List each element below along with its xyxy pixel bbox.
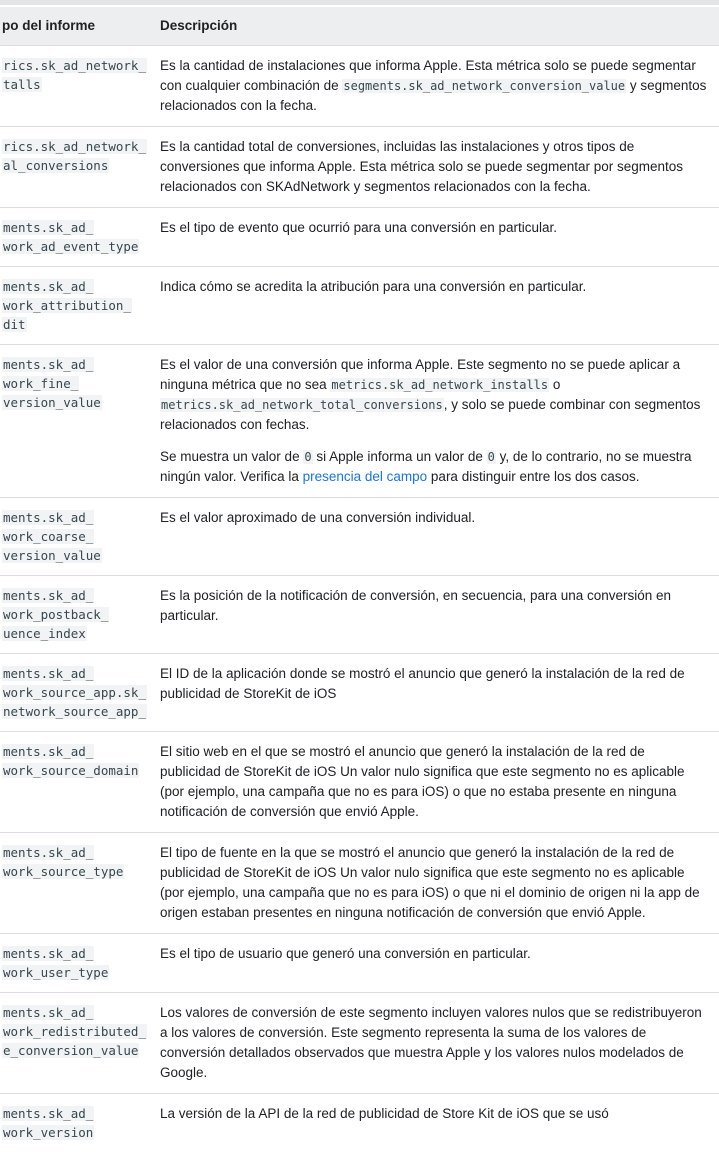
field-code-line — [2, 742, 156, 761]
field-code-line — [2, 315, 156, 334]
field-code-line — [2, 218, 156, 237]
table-header — [0, 7, 719, 46]
description-cell — [160, 267, 719, 345]
description-paragraph: El ID de la aplicación donde se mostró el anuncio que generó la instalación de la red de publicidad de StoreKit de iOS — [160, 664, 709, 704]
report-field-cell — [0, 576, 160, 654]
field-code-line — [2, 1104, 156, 1123]
field-code-line — [2, 546, 156, 565]
field-code-text: talls — [2, 77, 42, 92]
field-code-line — [2, 605, 156, 624]
description-paragraph: Los valores de conversión de este segmento incluyen valores nulos que se redistribuyeron a los valores de conversión. Este segmento representa la suma de los valores de conversión detallados observados que muestra Apple y los valores nulos modelados de Google. — [160, 1003, 709, 1083]
field-code-text: ments.sk_ad_ — [2, 845, 94, 860]
table-row — [0, 345, 719, 498]
report-field-cell — [0, 208, 160, 267]
field-code-line — [2, 843, 156, 862]
description-cell — [160, 345, 719, 498]
description-paragraph: La versión de la API de la red de publicidad de Store Kit de iOS que se usó — [160, 1104, 709, 1124]
field-code-line — [2, 586, 156, 605]
field-code-line — [2, 355, 156, 374]
column-header-description: Descripción — [160, 7, 719, 46]
report-field-cell — [0, 993, 160, 1094]
description-cell — [160, 654, 719, 732]
table-row — [0, 208, 719, 267]
field-code-text: dit — [2, 317, 27, 332]
report-field-cell — [0, 46, 160, 127]
report-field-cell — [0, 833, 160, 934]
description-cell — [160, 576, 719, 654]
description-paragraph: Es el valor de una conversión que informa Apple. Este segmento no se puede aplicar a ninguna métrica que no sea metrics.sk_ad_network_installs o metrics.sk_ad_network_total_conversions, y solo se puede combinar con segmentos relacionados con fechas. — [160, 355, 709, 435]
field-code-text: network_source_app_ — [2, 704, 147, 719]
report-field-cell — [0, 345, 160, 498]
field-code-text: version_value — [2, 548, 102, 563]
description-paragraph: Indica cómo se acredita la atribución para una conversión en particular. — [160, 277, 709, 297]
description-cell — [160, 46, 719, 127]
field-code-line — [2, 508, 156, 527]
field-code-line — [2, 1022, 156, 1041]
field-code-line — [2, 1123, 156, 1142]
field-code-text: work_coarse_ — [2, 529, 94, 544]
field-code-text: ments.sk_ad_ — [2, 666, 94, 681]
report-field-cell — [0, 267, 160, 345]
field-code-text: work_redistributed_ — [2, 1024, 147, 1039]
field-code-line — [2, 137, 156, 156]
field-code-line — [2, 156, 156, 175]
table-row — [0, 732, 719, 833]
field-code-line — [2, 624, 156, 643]
description-paragraph: Es el valor aproximado de una conversión individual. — [160, 508, 709, 528]
table-row — [0, 934, 719, 993]
field-code-text: ments.sk_ad_ — [2, 357, 94, 372]
table-row — [0, 498, 719, 576]
inline-code: 0 — [487, 450, 496, 464]
field-code-text: rics.sk_ad_network_ — [2, 139, 147, 154]
report-field-cell — [0, 127, 160, 208]
field-code-line — [2, 527, 156, 546]
field-code-line — [2, 393, 156, 412]
field-code-line — [2, 374, 156, 393]
field-code-text: ments.sk_ad_ — [2, 588, 94, 603]
description-cell — [160, 1094, 719, 1152]
field-code-text: work_postback_ — [2, 607, 109, 622]
table-row — [0, 993, 719, 1094]
field-code-text: work_fine_ — [2, 376, 79, 391]
inline-code: segments.sk_ad_network_conversion_value — [342, 79, 626, 93]
field-code-line — [2, 1003, 156, 1022]
description-cell — [160, 833, 719, 934]
field-code-text: work_attribution_ — [2, 298, 132, 313]
field-code-text: ments.sk_ad_ — [2, 946, 94, 961]
description-paragraph: Es la cantidad total de conversiones, incluidas las instalaciones y otros tipos de conversiones que informa Apple. Esta métrica solo se puede segmentar por segmentos relacionados con SKAdNetwork y segmentos relacionados con la fecha. — [160, 137, 709, 197]
description-cell — [160, 498, 719, 576]
field-code-line — [2, 237, 156, 256]
report-field-cell — [0, 732, 160, 833]
table-row — [0, 576, 719, 654]
field-code-line — [2, 761, 156, 780]
field-code-text: ments.sk_ad_ — [2, 1005, 94, 1020]
field-code-line — [2, 862, 156, 881]
inline-code: metrics.sk_ad_network_installs — [330, 378, 549, 392]
report-field-cell — [0, 498, 160, 576]
field-code-text: al_conversions — [2, 158, 109, 173]
description-paragraph: Se muestra un valor de 0 si Apple informa un valor de 0 y, de lo contrario, no se muestra ningún valor. Verifica la presencia del campo para distinguir entre los dos casos. — [160, 447, 709, 487]
field-code-text: uence_index — [2, 626, 87, 641]
column-header-report-field: po del informe — [0, 7, 160, 46]
report-field-cell — [0, 1094, 160, 1152]
field-code-line — [2, 664, 156, 683]
report-fields-table — [0, 7, 719, 1152]
report-field-cell — [0, 934, 160, 993]
field-code-line — [2, 683, 156, 702]
table-row — [0, 833, 719, 934]
field-code-line — [2, 702, 156, 721]
field-code-line — [2, 963, 156, 982]
description-paragraph: Es la posición de la notificación de conversión, en secuencia, para una conversión en particular. — [160, 586, 709, 626]
field-code-line — [2, 56, 156, 75]
field-code-text: ments.sk_ad_ — [2, 279, 94, 294]
field-code-line — [2, 75, 156, 94]
table-row — [0, 267, 719, 345]
field-code-line — [2, 296, 156, 315]
description-cell — [160, 208, 719, 267]
description-paragraph: Es el tipo de usuario que generó una conversión en particular. — [160, 944, 709, 964]
table-row — [0, 654, 719, 732]
field-code-text: work_source_type — [2, 864, 124, 879]
field-code-text: e_conversion_value — [2, 1043, 139, 1058]
field-code-text: version_value — [2, 395, 102, 410]
field-code-text: rics.sk_ad_network_ — [2, 58, 147, 73]
field-code-line — [2, 1041, 156, 1060]
description-cell — [160, 732, 719, 833]
field-code-text: ments.sk_ad_ — [2, 220, 94, 235]
table-row — [0, 127, 719, 208]
field-code-text: ments.sk_ad_ — [2, 1106, 94, 1121]
table-row — [0, 1094, 719, 1152]
description-paragraph: El sitio web en el que se mostró el anuncio que generó la instalación de la red de publicidad de StoreKit de iOS Un valor nulo significa que este segmento no es aplicable (por ejemplo, una campaña que no es para iOS) o que no estaba presente en ninguna notificación de conversión que envió Apple. — [160, 742, 709, 822]
table-header-row — [0, 7, 719, 46]
description-cell — [160, 934, 719, 993]
field-code-text: work_source_domain — [2, 763, 139, 778]
inline-code: 0 — [303, 450, 312, 464]
description-cell — [160, 127, 719, 208]
field-code-text: work_source_app.sk_ — [2, 685, 147, 700]
description-paragraph: El tipo de fuente en la que se mostró el anuncio que generó la instalación de la red de publicidad de StoreKit de iOS Un valor nulo significa que este segmento no es aplicable (por ejemplo, una campaña que no es para iOS) o que ni el dominio de origen ni la app de origen estaban presentes en ninguna notificación de conversión que envió Apple. — [160, 843, 709, 923]
field-code-text: ments.sk_ad_ — [2, 744, 94, 759]
field-code-line — [2, 944, 156, 963]
description-paragraph: Es el tipo de evento que ocurrió para una conversión en particular. — [160, 218, 709, 238]
field-presence-link[interactable]: presencia del campo — [303, 469, 428, 484]
field-code-line — [2, 277, 156, 296]
description-cell — [160, 993, 719, 1094]
report-field-cell — [0, 654, 160, 732]
table-row — [0, 46, 719, 127]
field-code-text: work_version — [2, 1125, 94, 1140]
description-paragraph: Es la cantidad de instalaciones que informa Apple. Esta métrica solo se puede segmentar con cualquier combinación de segments.sk_ad_network_conversion_value y segmentos relacionados con la fecha. — [160, 56, 709, 116]
field-code-text: work_ad_event_type — [2, 239, 139, 254]
field-code-text: ments.sk_ad_ — [2, 510, 94, 525]
inline-code: metrics.sk_ad_network_total_conversions — [160, 398, 444, 412]
table-body — [0, 46, 719, 1152]
field-code-text: work_user_type — [2, 965, 109, 980]
